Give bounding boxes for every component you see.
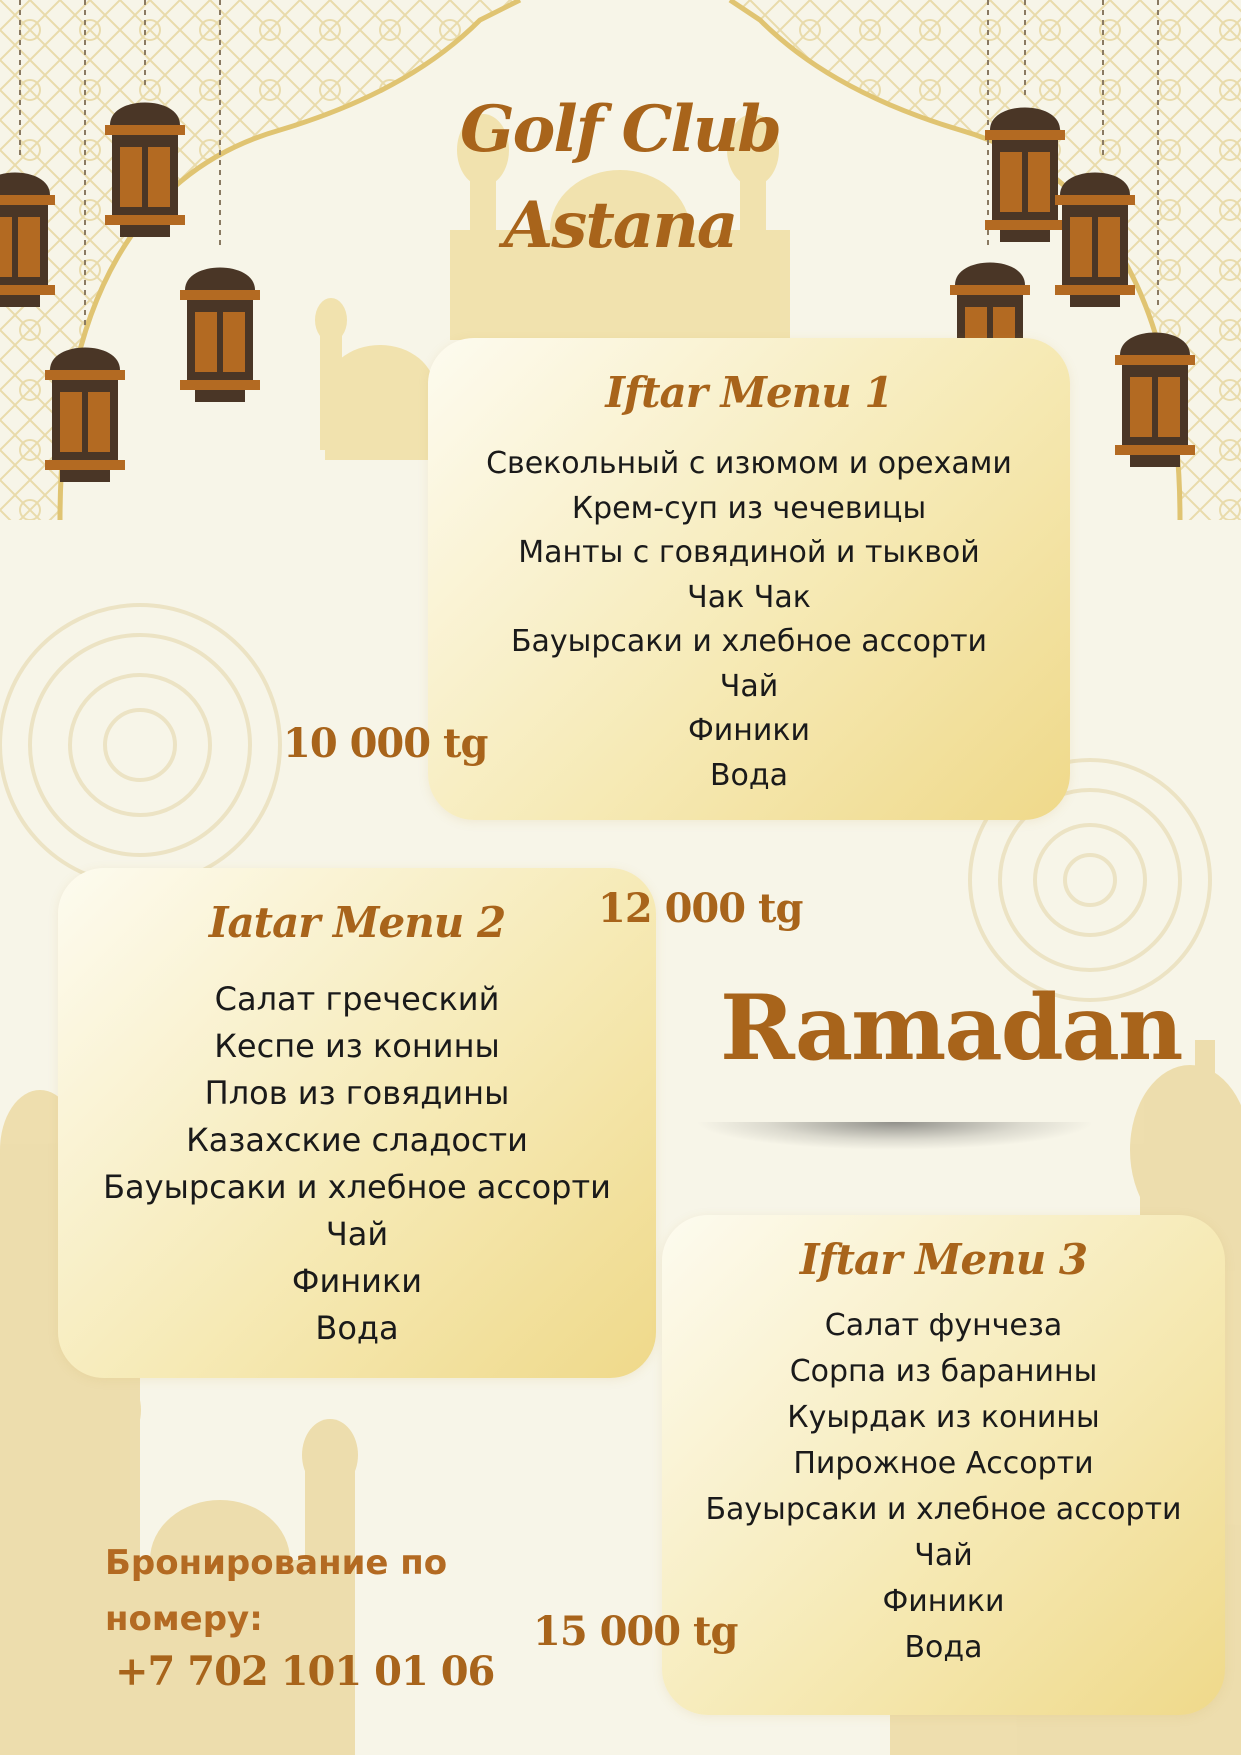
- menu-1-items: [428, 442, 1070, 798]
- club-title: [420, 82, 820, 274]
- menu-2-title: Iatar Menu 2: [208, 898, 506, 947]
- menu-3-items: [662, 1303, 1225, 1671]
- menu-item: Салат фунчеза: [824, 1308, 1063, 1343]
- menu-item: Кеспе из конины: [214, 1027, 500, 1065]
- menu-item: Чак Чак: [687, 579, 811, 615]
- menu-item: Бауырсаки и хлебное ассорти: [510, 624, 988, 659]
- menu-item: Манты с говядиной и тыквой: [518, 535, 980, 570]
- headline-shadow: [695, 1122, 1095, 1150]
- menu-3-price: 15 000 tg: [533, 1608, 738, 1655]
- menu-item: Салат греческий: [214, 980, 500, 1018]
- menu-card-3: [662, 1215, 1225, 1715]
- menu-item: Чай: [325, 1215, 389, 1253]
- menu-item: Казахские сладости: [186, 1121, 528, 1159]
- menu-3-title: Iftar Menu 3: [799, 1235, 1088, 1284]
- menu-item: Плов из говядины: [204, 1074, 510, 1112]
- menu-item: Крем-суп из чечевицы: [571, 490, 927, 526]
- menu-2-items: [58, 976, 656, 1352]
- lantern-icon: [100, 85, 190, 265]
- menu-1-price: 10 000 tg: [283, 720, 488, 767]
- menu-item: Финики: [882, 1584, 1005, 1619]
- ramadan-headline: Ramadan: [720, 975, 1182, 1081]
- menu-item: Куырдак из конины: [787, 1400, 1100, 1435]
- club-title-line2: Astana: [503, 188, 737, 263]
- menu-card-1: [428, 338, 1070, 820]
- menu-item: Сорпа из баранины: [789, 1354, 1098, 1389]
- menu-item: Вода: [709, 757, 789, 793]
- booking-label: Бронирование по номеру:: [105, 1543, 448, 1639]
- lantern-icon: [40, 330, 130, 510]
- menu-2-price: 12 000 tg: [598, 885, 803, 932]
- menu-1-title: Iftar Menu 1: [605, 368, 893, 417]
- menu-item: Вода: [315, 1309, 399, 1347]
- menu-item: Пирожное Ассорти: [793, 1446, 1094, 1481]
- menu-item: Финики: [687, 713, 811, 748]
- menu-item: Бауырсаки и хлебное ассорти: [705, 1492, 1182, 1527]
- menu-card-2: [58, 868, 656, 1378]
- booking-phone[interactable]: +7 702 101 01 06: [115, 1648, 495, 1695]
- lantern-icon: [1050, 155, 1140, 335]
- menu-item: Вода: [904, 1630, 983, 1665]
- lantern-icon: [1110, 315, 1200, 495]
- menu-item: Свекольный с изюмом и орехами: [486, 446, 1012, 481]
- menu-item: Финики: [291, 1262, 423, 1300]
- menu-item: Чай: [719, 668, 779, 704]
- lantern-icon: [0, 155, 60, 335]
- lantern-icon: [175, 250, 265, 430]
- menu-item: Чай: [914, 1538, 973, 1573]
- menu-item: Бауырсаки и хлебное ассорти: [103, 1168, 611, 1206]
- club-title-line1: Golf Club: [460, 92, 780, 167]
